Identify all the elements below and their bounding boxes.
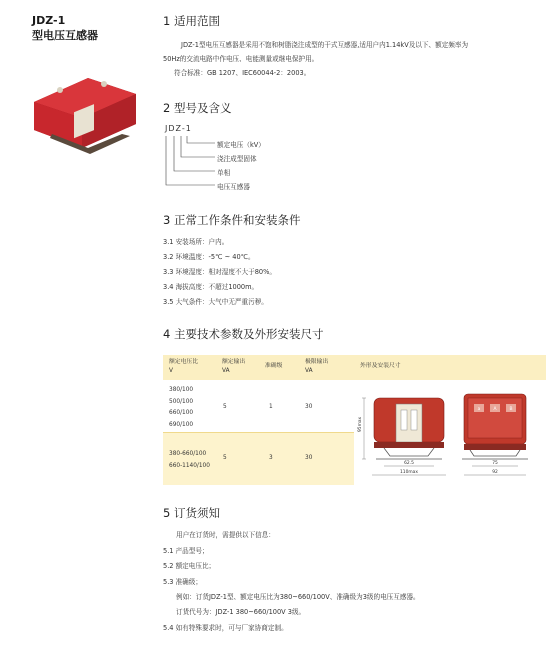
model-code: JDZ-1 <box>165 124 192 133</box>
s3-line-3: 3.3 环境湿度：相对湿度不大于80%。 <box>163 268 276 276</box>
s5-line-1: 用户在订货时，需提供以下信息： <box>176 531 275 539</box>
product-title <box>32 13 98 43</box>
th-accuracy: 准确级 <box>265 363 283 369</box>
section-3-heading: 3 正常工作条件和安装条件 <box>163 213 301 227</box>
th-ratio: 额定电压比 V <box>169 359 198 374</box>
section-2-heading: 2 型号及含义 <box>163 101 232 115</box>
s5-line-4: 5.3 准确级； <box>163 578 202 586</box>
dim-right-inner: 75 <box>492 461 498 466</box>
section-5-heading: 5 订货须知 <box>163 506 220 520</box>
terminal-A: A <box>493 407 497 412</box>
table-row-1-output: 5 <box>223 404 227 410</box>
model-label-vt: 电压互感器 <box>217 183 250 191</box>
dim-inner: 62.5 <box>404 461 414 466</box>
table-row-1-accuracy: 1 <box>269 404 273 410</box>
s5-line-5: 例如：订货JDZ-1型、额定电压比为380~660/100V、准确级为3级的电压互感器。 <box>176 593 420 601</box>
s3-line-1: 3.1 安装场所：户内。 <box>163 238 229 246</box>
dim-base: 110max <box>400 470 418 475</box>
model-label-voltage: 额定电压（kV） <box>217 141 265 149</box>
table-row-divider <box>163 432 354 433</box>
terminal-B: B <box>509 407 513 412</box>
product-code: JDZ-1 <box>32 14 66 27</box>
table-row-2-limit: 30 <box>305 455 313 461</box>
table-row-1-ratios: 380/100 500/100 660/100 690/100 <box>169 387 194 428</box>
s1-line-2: 50Hz的交流电路中作电压、电能测量或继电保护用。 <box>163 55 319 63</box>
th-outline: 外形及安装尺寸 <box>360 363 401 369</box>
spec-table <box>163 355 546 485</box>
dim-right-outer: 92 <box>492 470 498 475</box>
model-label-cast: 浇注成型固体 <box>217 155 257 163</box>
s1-line-1: JDZ-1型电压互感器是采用不饱和树脂浇注成型的干式互感器,适用户内1.14kV及以下、额定频率为 <box>181 41 469 49</box>
product-name: 型电压互感器 <box>32 29 98 42</box>
model-label-single-phase: 单相 <box>217 169 231 177</box>
section-4-heading: 4 主要技术参数及外形安装尺寸 <box>163 327 324 341</box>
table-row-2-accuracy: 3 <box>269 455 273 461</box>
dim-height: 95max <box>358 416 363 432</box>
th-output: 额定输出 VA <box>222 359 246 374</box>
s3-line-4: 3.4 海拔高度：不超过1000m。 <box>163 283 259 291</box>
model-breakdown-lines <box>160 126 224 192</box>
th-limit: 极限输出 VA <box>305 359 329 374</box>
section-1-heading: 1 适用范围 <box>163 14 220 28</box>
s5-line-2: 5.1 产品型号； <box>163 547 209 555</box>
s5-line-6: 订货代号为：JDZ-1 380~660/100V 3级。 <box>176 608 306 616</box>
table-row-2-ratios: 380-660/100 660-1140/100 <box>169 451 210 469</box>
product-photo <box>30 72 142 156</box>
s3-line-2: 3.2 环境温度：-5℃ ~ 40℃。 <box>163 253 255 261</box>
s1-line-3: 符合标准：GB 1207、IEC60044-2：2003。 <box>174 69 311 77</box>
table-row-2-output: 5 <box>223 455 227 461</box>
s5-line-3: 5.2 额定电压比； <box>163 562 216 570</box>
s3-line-5: 3.5 大气条件：大气中无严重污秽。 <box>163 298 268 306</box>
table-row-1-limit: 30 <box>305 404 313 410</box>
terminal-a: a <box>477 407 481 412</box>
s5-line-7: 5.4 如有特殊要求时，可与厂家协商定制。 <box>163 624 288 632</box>
table-header-bg <box>163 355 546 380</box>
outline-drawing <box>354 380 546 485</box>
